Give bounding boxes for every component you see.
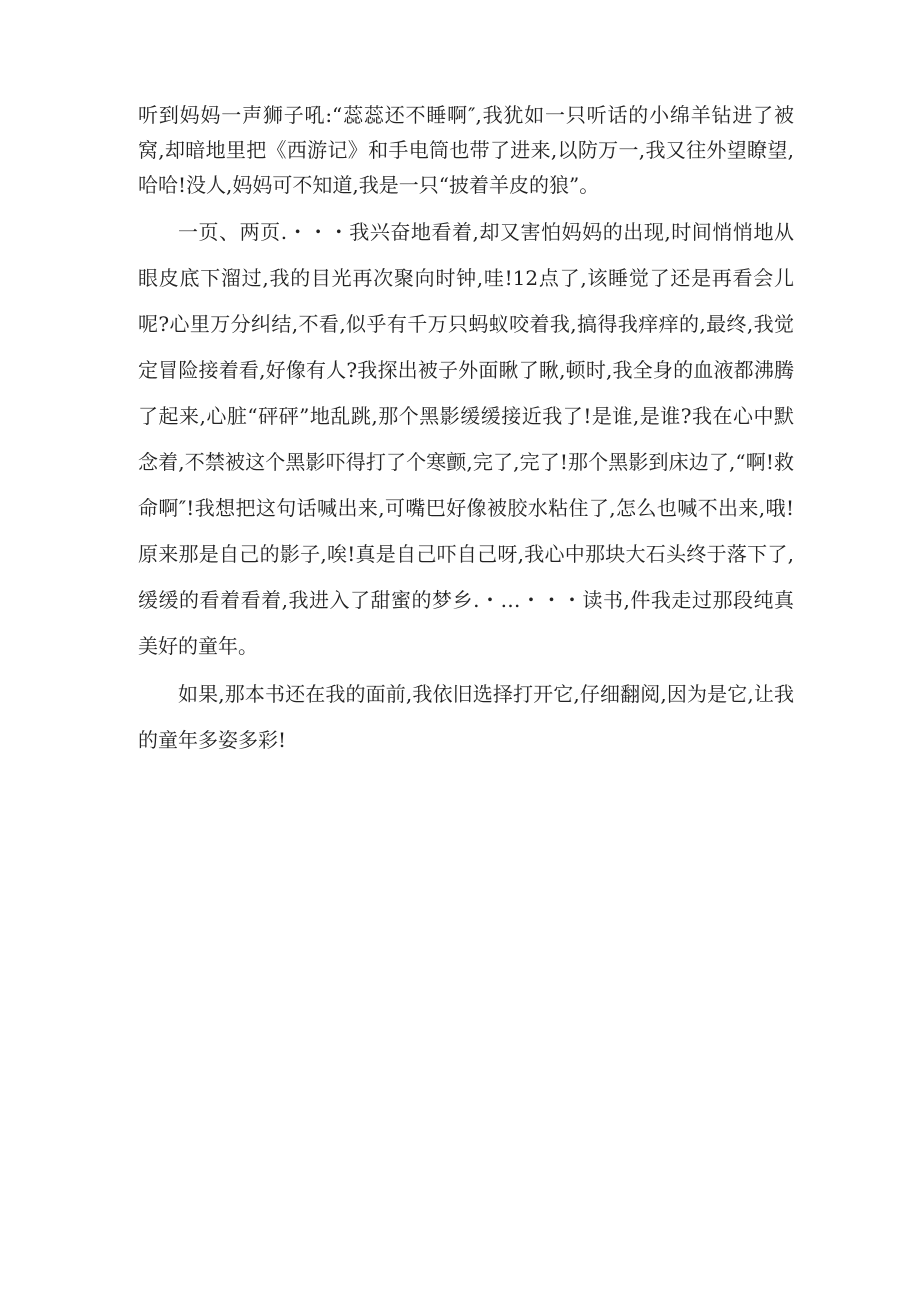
article-body [138, 98, 794, 763]
paragraph-conclusion: 如果,那本书还在我的面前,我依旧选择打开它,仔细翻阅,因为是它,让我的童年多姿多彩! [138, 682, 794, 752]
paragraph-midnight-shadow: 一页、两页.・・・我兴奋地看着,却又害怕妈妈的出现,时间悄悄地从眼皮底下溜过,我的目光再次聚向时钟,哇!12点了,该睡觉了还是再看会儿呢?心里万分纠结,不看,似乎有千万只蚂蚁咬着我,搞得我痒痒的,最终,我觉定冒险接着看,好像有人?我探出被子外面瞅了瞅,顿时,我全身的血液都沸腾了起来,心脏“砰砰”地乱跳,那个黑影缓缓接近我了!是谁,是谁?我在心中默念着,不禁被这个黑影吓得打了个寒颤,完了,完了!那个黑影到床边了,“啊!救命啊″!我想把这句话喊出来,可嘴巴好像被胶水粘住了,怎么也喊不出来,哦!原来那是自己的影子,唉!真是自己吓自己呀,我心中那块大石头终于落下了,缓缓的看着看着,我进入了甜蜜的梦乡.・…・・・读书,件我走过那段纯真美好的童年。 [138, 220, 794, 658]
paragraph-bedtime-reading: 听到妈妈一声狮子吼:“蕊蕊还不睡啊″,我犹如一只听话的小绵羊钻进了被窝,却暗地里把《西游记》和手电筒也带了进来,以防万一,我又往外望瞭望,哈哈!没人,妈妈可不知道,我是一只“披着羊皮的狼”。 [138, 103, 794, 197]
